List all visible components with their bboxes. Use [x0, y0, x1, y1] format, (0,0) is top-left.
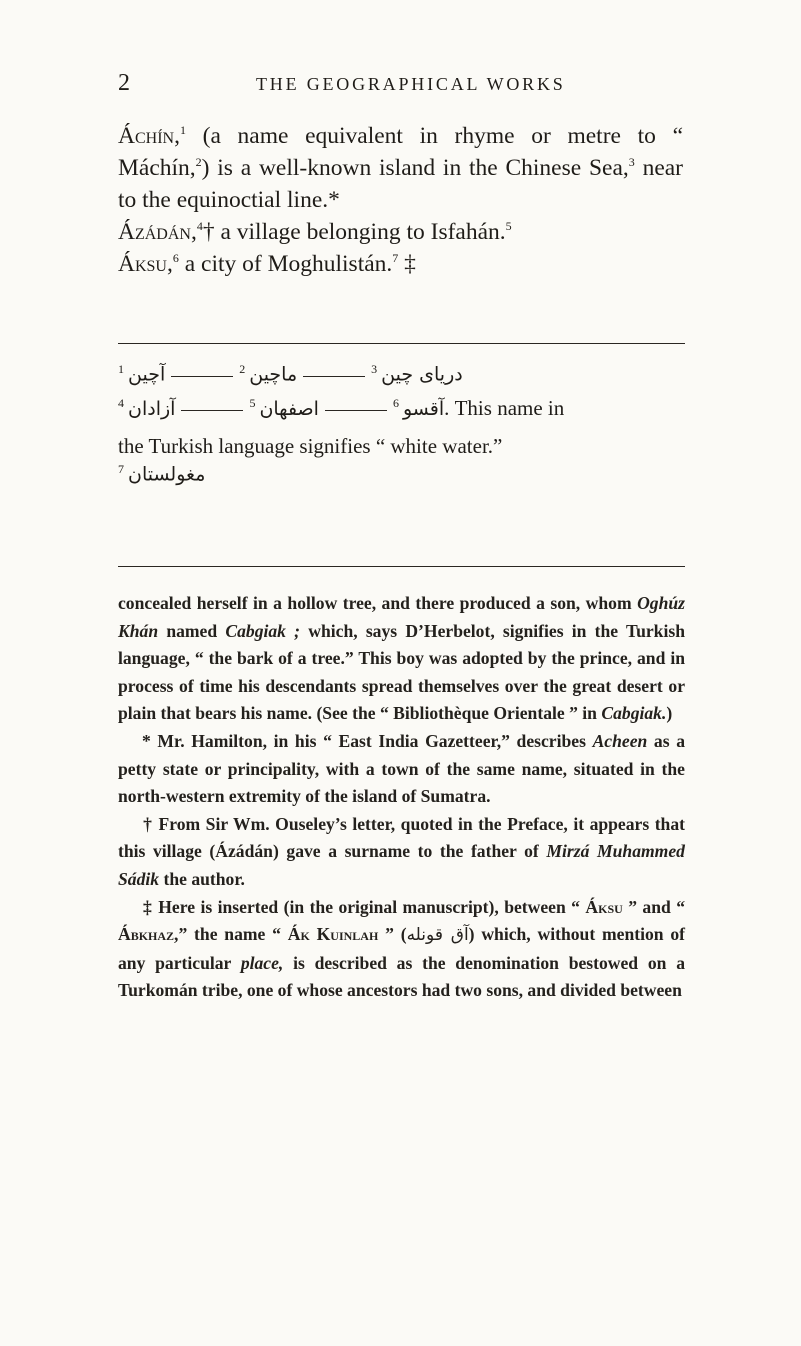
oriental-notes	[118, 362, 685, 496]
small-caps-name: Ábkhaz,	[118, 924, 179, 945]
entry-text: ‡	[398, 251, 416, 277]
footnote-text: ” the name “	[178, 924, 288, 945]
running-title: THE GEOGRAPHICAL WORKS	[256, 74, 566, 94]
note-ref: 1	[179, 123, 186, 138]
footnote-double-dagger	[118, 894, 685, 1005]
persian-word: آقسو	[402, 398, 445, 420]
footnote-text: )	[666, 703, 673, 724]
italic-word: place,	[240, 952, 284, 973]
italic-name: Mirzá Muhammed Sádik	[118, 841, 685, 889]
entry-text: ) is a well-known island in the Chinese Sea,	[201, 155, 629, 181]
small-caps-name: Ák Kuinlah	[287, 924, 379, 945]
running-head	[118, 70, 691, 100]
footnote-text: ‡ Here is inserted (in the original manuscript), between “	[142, 896, 586, 917]
footnote-text: * Mr. Hamilton, in his “ East India Gazetteer,” describes	[142, 730, 593, 751]
dash	[181, 410, 243, 411]
persian-word: اصفهان	[259, 398, 319, 420]
separator-rule	[118, 566, 685, 567]
dash	[325, 410, 387, 411]
main-text	[118, 120, 683, 280]
footnotes	[118, 590, 685, 1005]
entry-text: † a village belonging to Isfahán.	[202, 219, 506, 245]
note-number: 2	[239, 362, 246, 376]
note-line-1	[118, 362, 685, 396]
dash	[303, 376, 365, 377]
entry-achin	[118, 120, 683, 216]
footnote-text: (	[400, 924, 407, 945]
entry-text: near to the equinoctial line.*	[118, 155, 684, 213]
note-line-3	[118, 462, 685, 496]
footnote-dagger	[118, 811, 685, 894]
italic-name: Oghúz Khán	[118, 593, 685, 641]
italic-name: Cabgiak ;	[225, 620, 301, 641]
footnote-text: named	[158, 620, 226, 641]
persian-word: ماچين	[249, 363, 298, 386]
note-continuation: the Turkish language signifies “ white water.”	[118, 434, 503, 458]
note-number: 1	[118, 362, 124, 376]
note-number: 3	[371, 362, 378, 376]
separator-rule	[118, 343, 685, 344]
page-number: 2	[118, 70, 130, 96]
note-ref: 7	[392, 251, 399, 266]
persian-word: آق قونله	[406, 925, 469, 946]
note-ref: 4	[196, 219, 203, 234]
footnote-asterisk	[118, 728, 685, 811]
footnote-continuation	[118, 590, 685, 728]
footnote-text: † From Sir Wm. Ouseley’s letter, quoted in the Preface, it appears that this village (Ázádán) gave a surname to the father of	[118, 813, 685, 862]
dash	[171, 376, 233, 377]
persian-word: آزادان	[128, 398, 176, 420]
note-line-2	[118, 396, 685, 430]
footnote-text: which, says D’Herbelot, signifies in the Turkish language, “ the bark of a tree.” This boy was adopted by the prince, and in process of time his descendants spread themselves over the great desert or plain that bears his name. (See the “ Bibliothèque Orientale ” in	[118, 620, 685, 724]
note-number: 6	[392, 396, 399, 411]
small-caps-name: Áksu	[585, 896, 623, 917]
footnote-text: as a petty state or principality, with a town of the same name, situated in the north-western extremity of the island of Sumatra.	[118, 730, 685, 807]
note-ref: 2	[195, 155, 202, 170]
persian-word: دريای چين	[381, 363, 463, 386]
entry-azadan	[118, 216, 683, 248]
note-text: . This name in	[444, 396, 565, 420]
note-ref: 6	[172, 251, 179, 266]
note-number: 7	[118, 462, 124, 476]
entry-text: (a name equivalent in rhyme or metre to “ Máchín,	[118, 123, 683, 181]
entry-head: Áksu,	[118, 251, 173, 277]
note-ref: 3	[628, 155, 635, 170]
italic-name: Acheen	[592, 730, 648, 751]
footnote-text: concealed herself in a hollow tree, and there produced a son, whom	[118, 593, 638, 613]
footnote-text: ) which, without mention of any particular	[118, 924, 686, 973]
note-number: 4	[118, 396, 124, 411]
footnote-text: ” and “	[622, 896, 686, 917]
note-ref: 5	[505, 219, 512, 234]
footnote-text: the author.	[159, 868, 245, 889]
footnote-text: is described as the denomination bestowed on a Turkomán tribe, one of whose ancestors had two sons, and divided between	[118, 952, 686, 1001]
entry-aksu	[118, 248, 683, 280]
footnote-text: ”	[378, 924, 394, 945]
entry-head: Ázádán,	[118, 219, 197, 245]
persian-word: آچين	[128, 363, 166, 386]
persian-word: مغولستان	[128, 463, 206, 486]
entry-head: Áchín,	[118, 123, 180, 149]
note-number: 5	[249, 396, 256, 411]
entry-text: a city of Moghulistán.	[178, 251, 393, 277]
italic-name: Cabgiak.	[601, 703, 667, 724]
